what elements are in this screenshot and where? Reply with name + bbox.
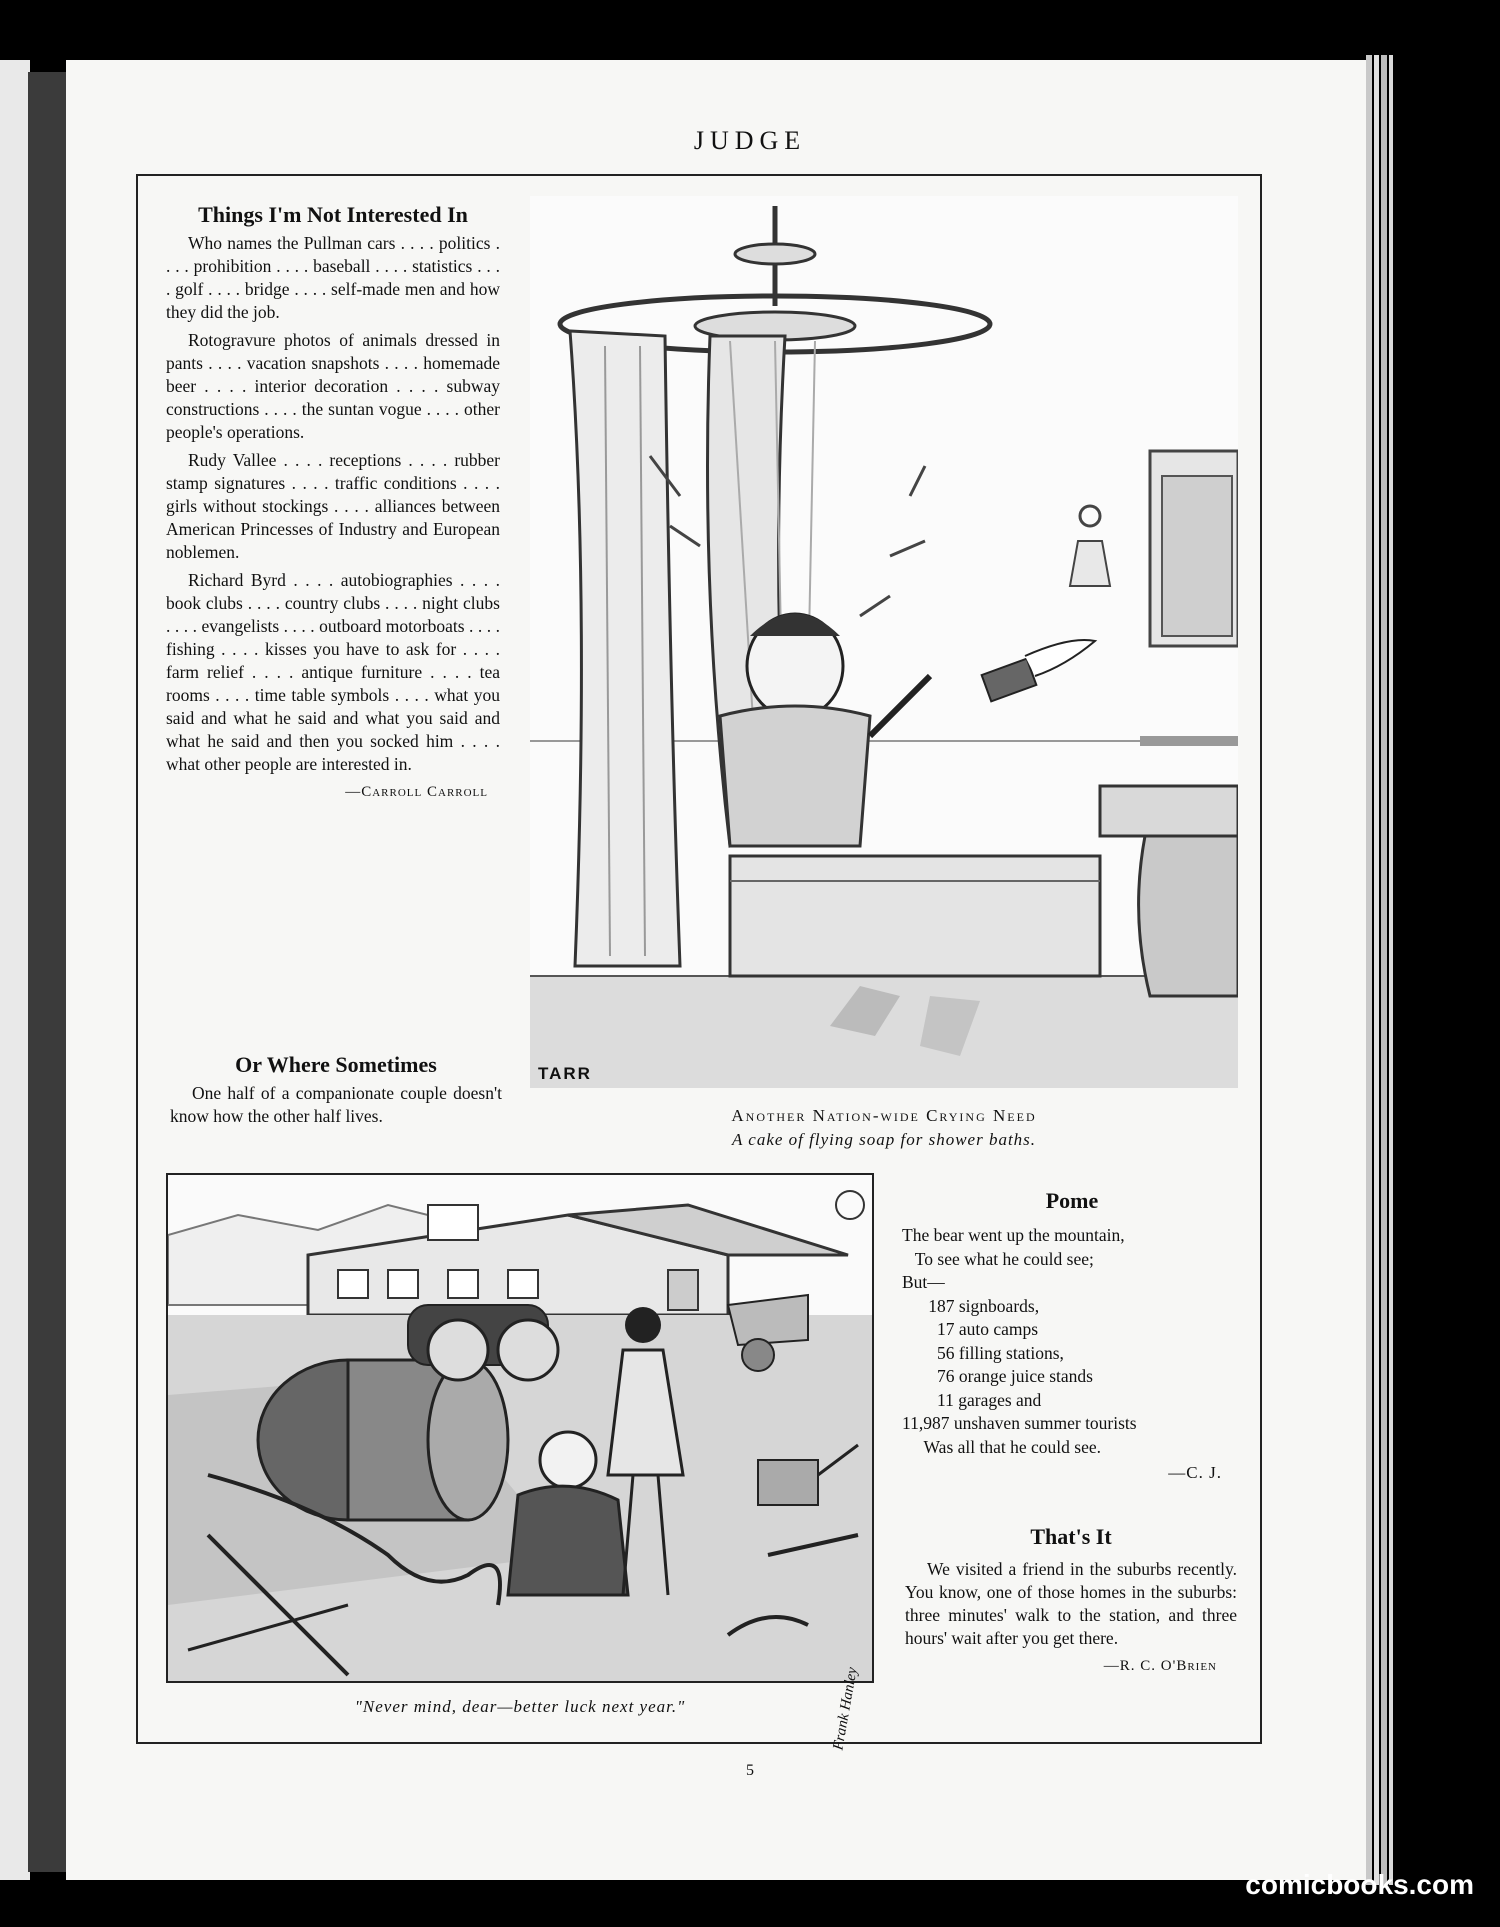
running-head: JUDGE [693,126,807,155]
shower-caption [530,1106,1238,1150]
poem-line: 76 orange juice stands [902,1366,1093,1386]
article-paragraph: One half of a companionate couple doesn't know how the other half lives. [170,1083,502,1126]
poem-line: The bear went up the mountain, [902,1225,1125,1245]
article-or-where-sometimes [170,1053,502,1133]
article-signature: —R. C. O'Brien [1103,1658,1217,1674]
facing-page-edge [0,60,30,1880]
article-signature: —Carroll Carroll [345,784,488,800]
article-title: Things I'm Not Interested In [198,202,468,227]
article-things-not-interested [166,203,500,804]
poem-line: 11 garages and [902,1389,1042,1410]
watermark: comicbooks.com [1245,1869,1474,1900]
poem-line: 11,987 unshaven summer tourists [902,1413,1137,1433]
shower-illustration [530,196,1238,1088]
article-paragraph: Rudy Vallee . . . . receptions . . . . rubber stamp signatures . . . . traffic conditions . . . . girls without stockings . . . . alliances between American Princesses of Industry and European noblemen. [166,450,500,562]
poem-line: But— [902,1272,945,1292]
article-paragraph: Richard Byrd . . . . autobiographies . . . . book clubs . . . . country clubs . . . . night clubs . . . . evangelists . . . . outboard motorboats . . . . fishing . . . . kisses you have to ask for . . . . farm relief . . . . antique furniture . . . . tea rooms . . . . time table symbols . . . . what you said and what he said and what you said and what he said and then you socked him . . . . what other people are interested in. [166,570,500,774]
garden-illustration [168,1175,872,1681]
poem-signature: —C. J. [1168,1463,1222,1482]
article-paragraph: We visited a friend in the suburbs recently. You know, one of those homes in the suburbs: three minutes' walk to the station, and three hours' wait after you get there. [905,1559,1237,1648]
article-paragraph: Who names the Pullman cars . . . . politics . . . . prohibition . . . . baseball . . . . statistics . . . . golf . . . . bridge . . . . self-made men and how they did the job. [166,233,500,322]
page-number: 5 [746,1762,754,1779]
article-title: That's It [1030,1524,1112,1549]
garden-caption: "Never mind, dear—better luck next year." [354,1697,686,1716]
artist-signature: TARR [538,1064,592,1083]
poem-line: Was all that he could see. [902,1436,1101,1457]
article-paragraph: Rotogravure photos of animals dressed in pants . . . . vacation snapshots . . . . homemade beer . . . . interior decoration . . . . subway constructions . . . . the suntan vogue . . . . other people's operations. [166,330,500,442]
poem-line: To see what he could see; [902,1248,1094,1269]
page-edge [1389,55,1393,1885]
page-edge [1374,55,1379,1885]
poem-line: 17 auto camps [902,1319,1039,1339]
article-thats-it [905,1525,1237,1678]
page-edge [1366,55,1372,1885]
artist-signature: Frank Hanley [830,1666,862,1752]
poem-line: 187 signboards, [902,1295,1040,1316]
caption-text: A cake of flying soap for shower baths. [731,1130,1037,1149]
caption-title: Another Nation-wide Crying Need [731,1106,1037,1125]
poem-title: Pome [1045,1188,1099,1213]
shower-cartoon [530,196,1238,1088]
poem-line: 56 filling stations, [902,1342,1064,1363]
book-spine [28,72,66,1872]
poem-pome [902,1188,1242,1485]
page-edge [1381,55,1387,1885]
article-title: Or Where Sometimes [235,1052,437,1077]
